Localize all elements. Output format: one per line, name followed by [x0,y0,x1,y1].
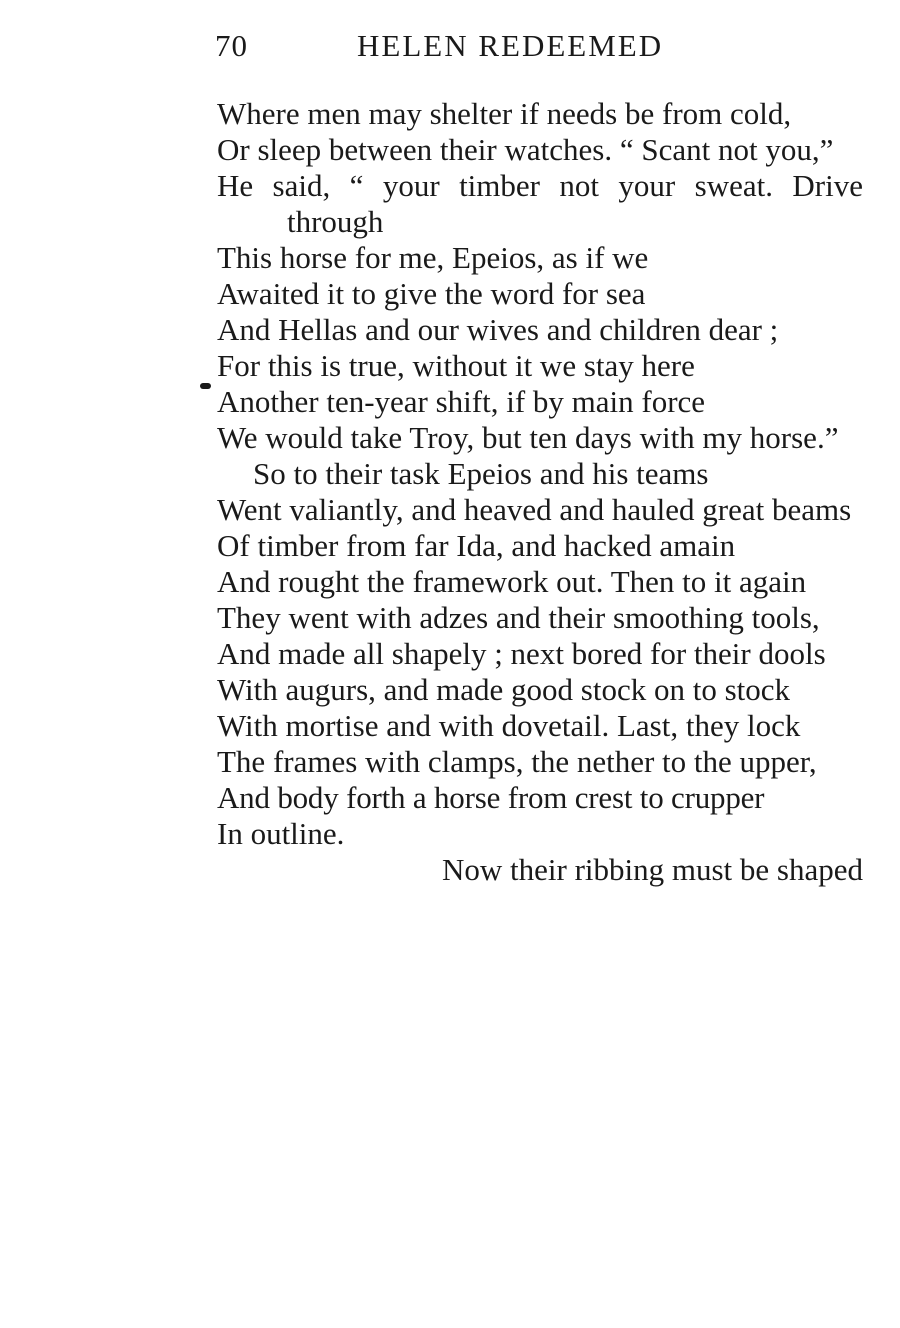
verse-line-indented: So to their task Epeios and his teams [253,456,709,491]
verse-line: In outline. [217,816,345,851]
verse-line: We would take Troy, but ten days with my horse.” [217,420,839,455]
verse-line: And body forth a horse from crest to crupper [217,780,765,815]
verse-line: They went with adzes and their smoothing tools, [217,600,820,635]
verse-line: Went valiantly, and heaved and hauled great beams [217,492,852,527]
page-header [215,28,865,72]
verse-line: The frames with clamps, the nether to the upper, [217,744,817,779]
poem-text [217,96,863,888]
verse-line: Where men may shelter if needs be from cold, [217,96,792,131]
verse-line: Or sleep between their watches. “ Scant not you,” [217,132,834,167]
verse-line: Another ten-year shift, if by main force [217,384,706,419]
verse-line-continuation: Now their ribbing must be shaped [441,852,863,887]
margin-mark [200,383,211,389]
verse-line: And rought the framework out. Then to it again [217,564,807,599]
verse-line: This horse for me, Epeios, as if we [217,240,649,275]
verse-line: For this is true, without it we stay here [217,348,695,383]
verse-line: And made all shapely ; next bored for their dools [217,636,826,671]
verse-line: With mortise and with dovetail. Last, they lock [217,708,801,743]
running-title: HELEN REDEEMED [357,28,664,63]
verse-line: Awaited it to give the word for sea [217,276,646,311]
verse-line: With augurs, and made good stock on to stock [217,672,791,707]
verse-line: Of timber from far Ida, and hacked amain [217,528,736,563]
verse-line: And Hellas and our wives and children dear ; [217,312,779,347]
verse-line: He said, “ your timber not your sweat. Drive through [217,168,863,239]
page-number: 70 [215,28,248,63]
